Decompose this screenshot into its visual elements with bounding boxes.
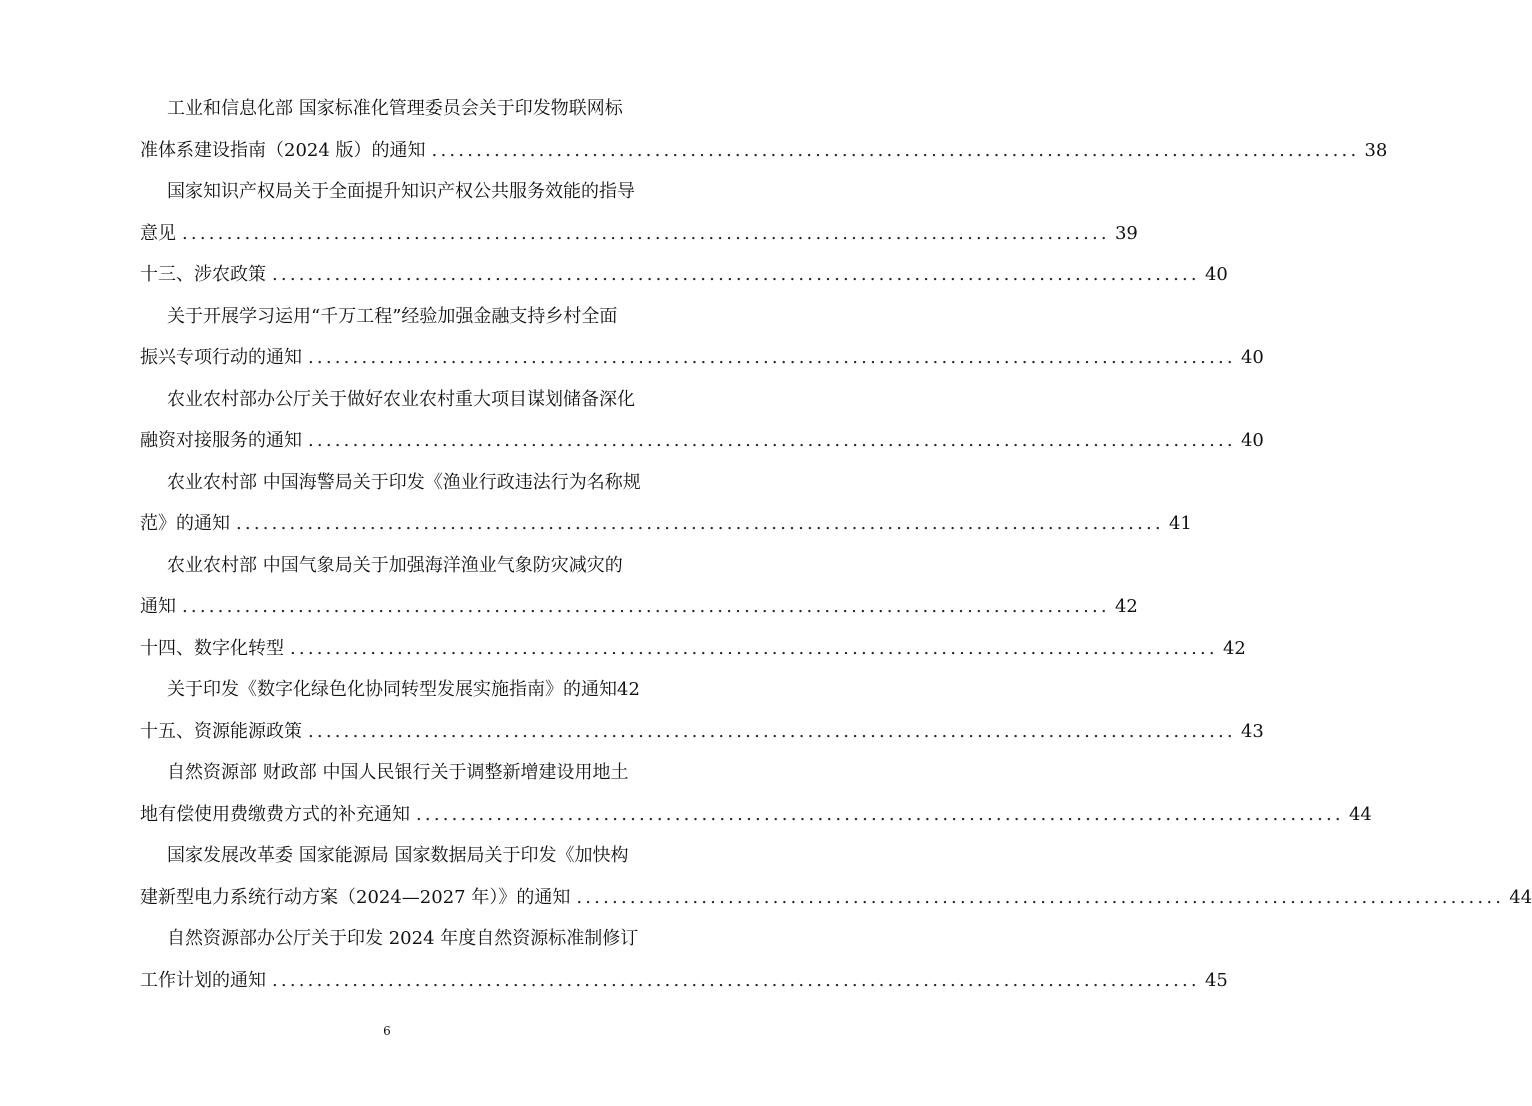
page-number: 39 <box>1114 222 1138 244</box>
toc-entry[interactable] <box>140 669 666 711</box>
toc-entry-text: 意见 <box>140 222 176 244</box>
toc-entry[interactable] <box>140 296 1264 379</box>
toc-entry[interactable] <box>140 88 1388 171</box>
toc-entry-last-line <box>140 130 1388 172</box>
toc-section-heading[interactable] <box>140 628 1246 670</box>
section-title: 十四、数字化转型 <box>140 637 284 659</box>
toc-entry-text: 国家发展改革委 国家能源局 国家数据局关于印发《加快构 <box>167 845 629 866</box>
toc-entry-last-line <box>140 254 1228 296</box>
toc-entry-last-line <box>140 711 1264 753</box>
toc-section-heading[interactable] <box>140 711 1264 753</box>
toc-entry-last-line <box>140 669 666 711</box>
page-number: 44 <box>1509 886 1532 908</box>
toc-entry-text: 农业农村部 中国气象局关于加强海洋渔业气象防灾减灾的 <box>167 554 623 576</box>
page-footer <box>0 1024 774 1038</box>
page-number: 43 <box>1240 720 1264 742</box>
toc-entry-text: 关于印发《数字化绿色化协同转型发展实施指南》的通知 <box>167 679 617 700</box>
dot-leader: ........................................................................................................ <box>182 596 1110 617</box>
toc-entry-text: 振兴专项行动的通知 <box>140 347 302 368</box>
dot-leader: ........................................................................................................ <box>431 139 1360 161</box>
page-number: 45 <box>1204 969 1228 991</box>
toc-entry-text: 自然资源部 财政部 中国人民银行关于调整新增建设用地土 <box>167 762 629 783</box>
toc-entry-last-line <box>140 337 1264 379</box>
toc-entry-text: 自然资源部办公厅关于印发 2024 年度自然资源标准制修订 <box>167 928 639 949</box>
dot-leader: ........................................................................................................ <box>236 513 1164 534</box>
dot-leader: ........................................................................................................ <box>308 430 1236 451</box>
toc-entry-text: 融资对接服务的通知 <box>140 430 302 451</box>
page-number: 42 <box>617 679 640 700</box>
toc-entry-last-line <box>140 628 1246 670</box>
toc-entry-text: 国家知识产权局关于全面提升知识产权公共服务效能的指导 <box>167 181 635 202</box>
toc-entry-last-line <box>140 877 1532 919</box>
toc-entry-text: 农业农村部 中国海警局关于印发《渔业行政违法行为名称规 <box>167 471 641 493</box>
toc-entry-text: 范》的通知 <box>140 513 230 534</box>
footer-page-number: 6 <box>383 1024 391 1038</box>
section-title: 十三、涉农政策 <box>140 264 266 285</box>
dot-leader: ........................................................................................................ <box>272 969 1200 991</box>
page-number: 42 <box>1222 637 1246 659</box>
toc-section-heading[interactable] <box>140 254 1228 296</box>
dot-leader: ........................................................................................................ <box>308 720 1236 742</box>
toc-entry-text: 关于开展学习运用“千万工程”经验加强金融支持乡村全面 <box>167 305 618 327</box>
dot-leader: ........................................................................................................ <box>272 264 1200 285</box>
page-number: 44 <box>1348 803 1372 825</box>
toc-entry-text: 地有偿使用费缴费方式的补充通知 <box>140 803 410 825</box>
toc-entry[interactable] <box>140 835 1532 918</box>
toc-entry[interactable] <box>140 379 1264 462</box>
section-title: 十五、资源能源政策 <box>140 720 302 742</box>
dot-leader: ........................................................................................................ <box>416 803 1344 825</box>
toc-entry-last-line <box>140 213 1138 255</box>
toc-entry-text: 工作计划的通知 <box>140 969 266 991</box>
toc-entry-text: 准体系建设指南（2024 版）的通知 <box>140 139 426 161</box>
toc-entry-last-line <box>140 586 1138 628</box>
page-number: 40 <box>1204 264 1228 285</box>
toc-entry-last-line <box>140 503 1192 545</box>
toc-entry[interactable] <box>140 171 1138 254</box>
toc-entry-last-line <box>140 420 1264 462</box>
toc-entry-text: 建新型电力系统行动方案（2024—2027 年）》的通知 <box>140 886 571 908</box>
dot-leader: ........................................................................................................ <box>290 637 1218 659</box>
toc-entry-text: 通知 <box>140 596 176 617</box>
toc-entry-text: 农业农村部办公厅关于做好农业农村重大项目谋划储备深化 <box>167 388 635 410</box>
page-number: 38 <box>1364 139 1388 161</box>
toc-entry-last-line <box>140 794 1372 836</box>
dot-leader: ........................................................................................................ <box>576 886 1505 908</box>
dot-leader: ........................................................................................................ <box>182 222 1110 244</box>
table-of-contents <box>140 88 1532 1001</box>
toc-entry[interactable] <box>140 545 1138 628</box>
page-number: 41 <box>1168 513 1192 534</box>
toc-entry-last-line <box>140 960 1228 1002</box>
dot-leader: ........................................................................................................ <box>308 347 1236 368</box>
toc-entry[interactable] <box>140 752 1372 835</box>
page-number: 42 <box>1114 596 1138 617</box>
toc-entry[interactable] <box>140 462 1192 545</box>
toc-entry[interactable] <box>140 918 1228 1001</box>
page-number: 40 <box>1240 347 1264 368</box>
page-number: 40 <box>1240 430 1264 451</box>
toc-entry-text: 工业和信息化部 国家标准化管理委员会关于印发物联网标 <box>167 98 623 119</box>
